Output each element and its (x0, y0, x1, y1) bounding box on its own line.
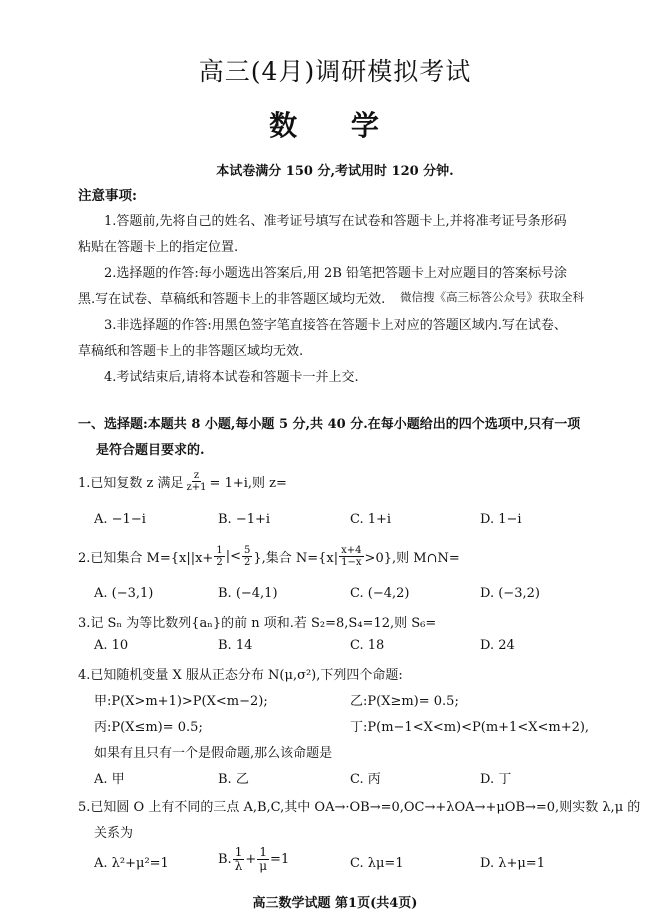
q4-option-a: A. 甲 (94, 772, 125, 787)
question-3: 3.记 Sₙ 为等比数列{aₙ}的前 n 项和.若 S₂=8,S₄=12,则 S₆= (78, 616, 437, 631)
q3-option-d: D. 24 (480, 638, 515, 653)
q4-option-c: C. 丙 (350, 772, 381, 787)
q2-option-c: C. (−4,2) (350, 586, 410, 601)
note-1-line-1: 1.答题前,先将自己的姓名、准考证号填写在试卷和答题卡上,并将准考证号条形码 (104, 214, 567, 229)
q4-proposition-yi: 乙:P(X≥m)= 0.5; (350, 694, 459, 709)
q4-ask: 如果有且只有一个是假命题,那么该命题是 (94, 746, 333, 761)
q2-option-d: D. (−3,2) (480, 586, 540, 601)
section-1-line-1: 一、选择题:本题共 8 小题,每小题 5 分,共 40 分.在每小题给出的四个选项中,只有一项 (78, 417, 581, 432)
question-1 (78, 470, 287, 493)
q2-f3-den: 1−x (341, 557, 362, 568)
q1-option-b: B. −1+i (218, 512, 271, 527)
question-5-line-1: 5.已知圆 O 上有不同的三点 A,B,C,其中 OA→·OB→=0,OC→+λOA→+μOB→=0,则实数 λ,μ 的 (78, 800, 641, 815)
exam-info: 本试卷满分 150 分,考试用时 120 分钟. (216, 164, 454, 179)
q3-option-c: C. 18 (350, 638, 385, 653)
note-2-line-2: 黑.写在试卷、草稿纸和答题卡上的非答题区域均无效. (78, 292, 386, 307)
q2-f3-num: x+4 (341, 545, 362, 556)
q5-option-c: C. λμ=1 (350, 856, 404, 871)
q1-frac-den: z+1 (186, 482, 207, 493)
q5-optb-suffix: =1 (270, 852, 290, 867)
q1-option-c: C. 1+i (350, 512, 392, 527)
q5-optb-f2-num: 1 (259, 845, 267, 859)
q2-part-2: |< (225, 549, 241, 564)
q5-optb-f2-den: μ (259, 859, 268, 873)
q1-option-a: A. −1−i (94, 512, 146, 527)
q4-proposition-bing: 丙:P(X≤m)= 0.5; (94, 720, 203, 735)
question-5-line-2: 关系为 (94, 826, 134, 841)
q5-option-d: D. λ+μ=1 (480, 856, 545, 871)
q5-optb-f1-num: 1 (234, 845, 243, 859)
q3-option-b: B. 14 (218, 638, 253, 653)
question-4: 4.已知随机变量 X 服从正态分布 N(μ,σ²),下列四个命题: (78, 668, 403, 683)
q2-f1-den: 2 (216, 557, 223, 568)
watermark-text: 微信搜《高三标答公众号》获取全科 (400, 290, 584, 304)
notes-heading: 注意事项: (78, 188, 137, 204)
q1-option-d: D. 1−i (480, 512, 522, 527)
q2-option-b: B. (−4,1) (218, 586, 278, 601)
note-3-line-1: 3.非选择题的作答:用黑色签字笔直接答在答题卡上对应的答题区域内.写在试卷、 (104, 318, 567, 333)
q5-optb-f1-den: λ (234, 859, 243, 873)
q5-optb-fraction-1 (233, 846, 245, 873)
q4-proposition-ding: 丁:P(m−1<X<m)<P(m+1<X<m+2), (350, 720, 590, 735)
note-2-line-1: 2.选择题的作答:每小题选出答案后,用 2B 铅笔把答题卡上对应题目的答案标号涂 (104, 266, 568, 281)
page-title: 高三(4月)调研模拟考试 (198, 57, 472, 86)
q2-f2-num: 5 (243, 545, 251, 556)
q3-option-a: A. 10 (94, 638, 129, 653)
q2-option-a: A. (−3,1) (94, 586, 154, 601)
q5-option-b (218, 846, 289, 873)
note-1-line-2: 粘贴在答题卡上的指定位置. (78, 240, 239, 255)
note-4-line-1: 4.考试结束后,请将本试卷和答题卡一并上交. (104, 370, 359, 385)
q4-option-d: D. 丁 (480, 772, 512, 787)
page-footer: 高三数学试题 第1页(共4页) (252, 896, 418, 911)
q2-part-3: },集合 N={x| (253, 551, 339, 566)
q4-proposition-jia: 甲:P(X>m+1)>P(X<m−2); (94, 694, 268, 709)
q5-option-a: A. λ²+μ²=1 (94, 856, 169, 871)
q2-f2-den: 2 (243, 557, 251, 568)
q1-suffix: = 1+i,则 z= (209, 476, 287, 491)
q2-part-1: 2.已知集合 M={x||x+ (78, 551, 214, 566)
q5-optb-prefix: B. (218, 852, 232, 867)
q1-prefix: 1.已知复数 z 满足 (78, 476, 184, 491)
note-3-line-2: 草稿纸和答题卡上的非答题区域均无效. (78, 344, 304, 359)
q2-fraction-3 (339, 545, 363, 568)
q2-part-4: >0},则 M∩N= (364, 551, 460, 566)
q5-optb-fraction-2 (257, 846, 269, 873)
q1-fraction (185, 470, 209, 493)
q2-fraction-1 (214, 545, 224, 568)
q1-frac-num: z (193, 470, 200, 481)
q2-fraction-2 (242, 545, 252, 568)
q5-optb-plus: + (245, 852, 257, 867)
q4-option-b: B. 乙 (218, 772, 249, 787)
question-2 (78, 545, 460, 568)
subject-title: 数 学 (269, 109, 401, 142)
section-1-line-2: 是符合题目要求的. (96, 443, 205, 458)
q2-f1-num: 1 (216, 545, 223, 556)
